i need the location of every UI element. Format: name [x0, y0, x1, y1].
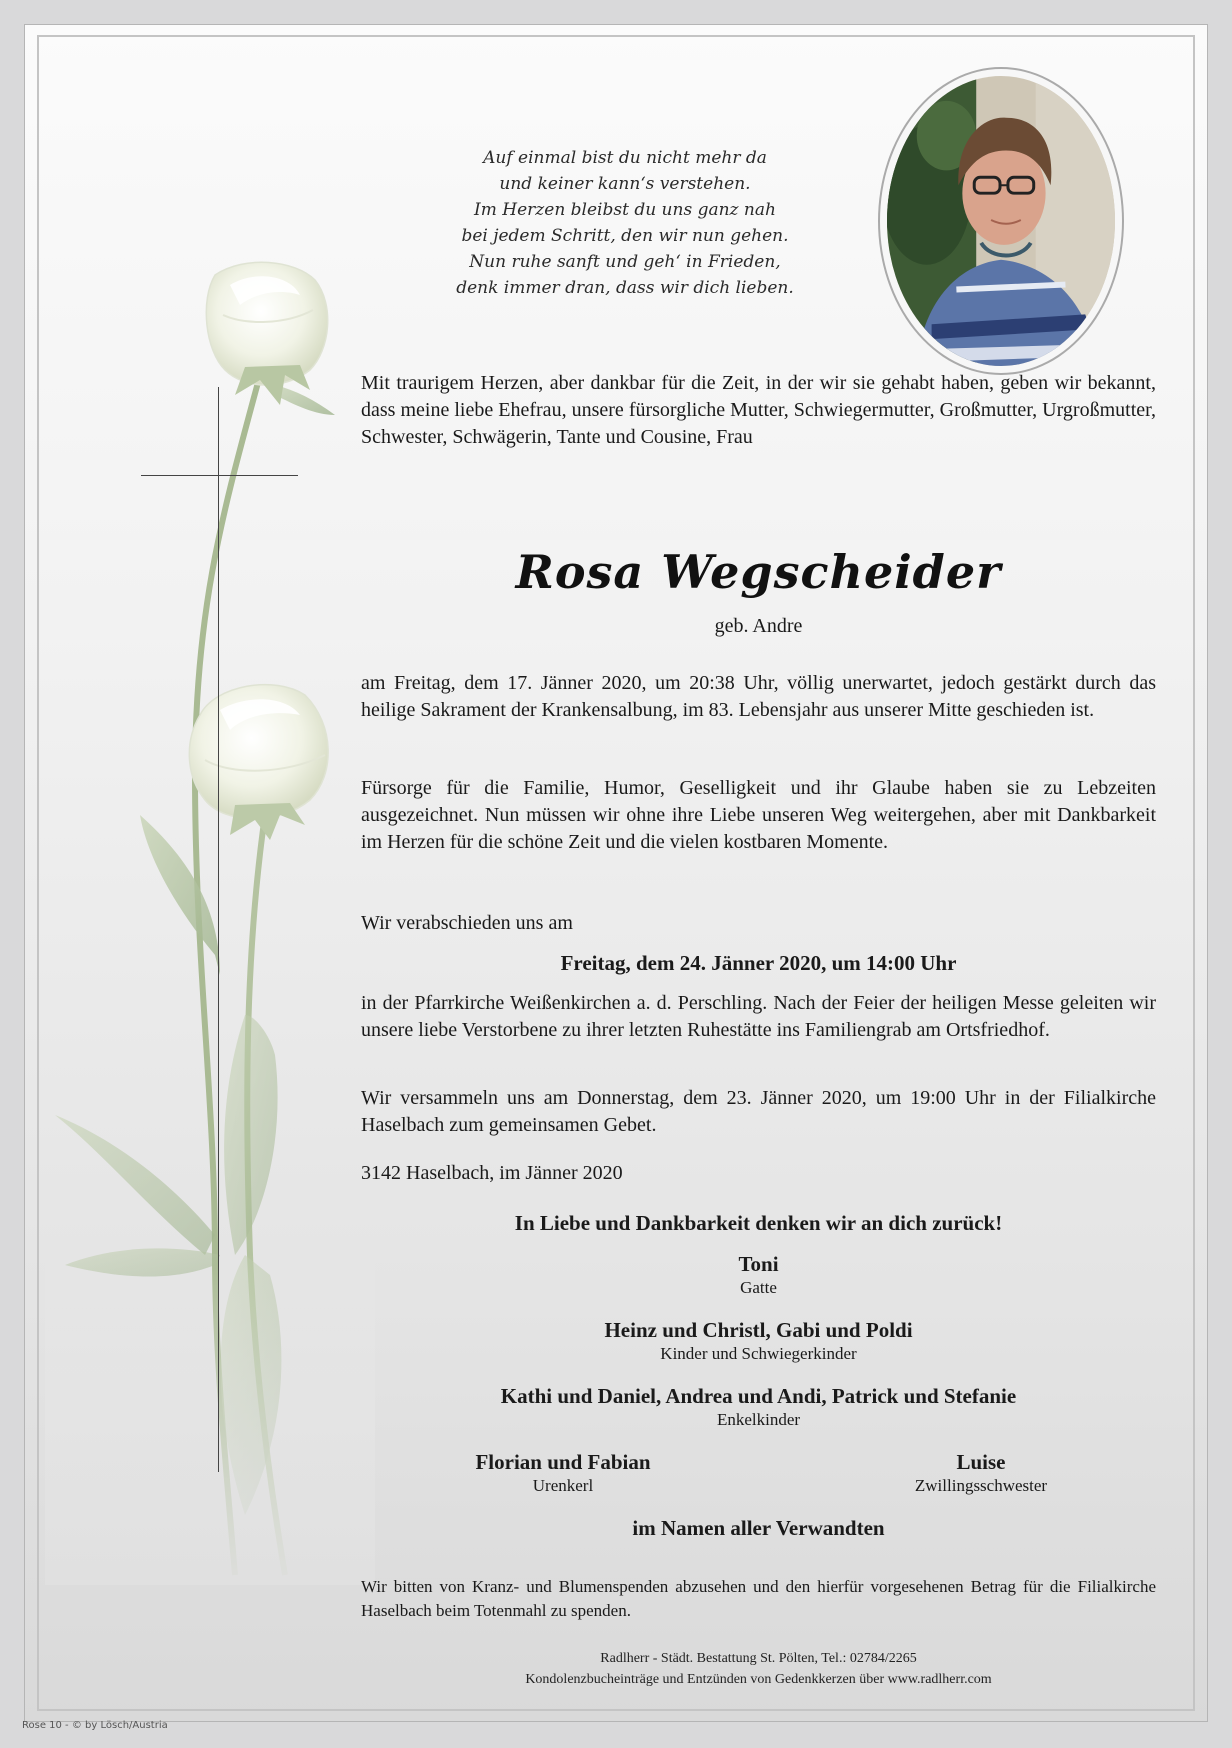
- closing-line: In Liebe und Dankbarkeit denken wir an dich zurück!: [514, 1211, 1003, 1235]
- prayer-notice: Wir versammeln uns am Donnerstag, dem 23. Jänner 2020, um 19:00 Uhr in der Filialkirche Haselbach zum gemeinsamen Gebet.: [361, 1087, 1156, 1136]
- funeral-date: Freitag, dem 24. Jänner 2020, um 14:00 Uhr: [560, 951, 957, 975]
- mourner-entry: [361, 1251, 1156, 1299]
- memorial-poem: [425, 145, 825, 301]
- farewell-intro: Wir verabschieden uns am: [361, 912, 573, 934]
- poem-line: bei jedem Schritt, den wir nun gehen.: [461, 226, 789, 246]
- portrait-photo: [878, 67, 1124, 375]
- obituary-sheet: [24, 24, 1208, 1722]
- cross-vertical-line: [218, 387, 219, 1472]
- funeral-details: in der Pfarrkirche Weißenkirchen a. d. Perschling. Nach der Feier der heiligen Messe geleiten wir unsere liebe Verstorbene zu ihrer letzten Ruhestätte ins Familiengrab am Ortsfriedhof.: [361, 992, 1156, 1041]
- deceased-name: Rosa Wegscheider: [515, 545, 1002, 599]
- mourner-role: Kinder und Schwiegerkinder: [660, 1344, 857, 1363]
- maiden-name: geb. Andre: [714, 615, 803, 637]
- mourner-name: Luise: [956, 1450, 1006, 1474]
- mourner-name: Heinz und Christl, Gabi und Poldi: [604, 1318, 913, 1342]
- poem-line: denk immer dran, dass wir dich lieben.: [456, 278, 794, 298]
- tribute-text: Fürsorge für die Familie, Humor, Geselligkeit und ihr Glaube haben sie zu Lebzeiten ausgezeichnet. Nun müssen wir ohne ihre Liebe unseren Weg weitergehen, aber mit Dankbarkeit im Herzen für die schöne Zeit und die vielen kostbaren Momente.: [361, 777, 1156, 853]
- poem-line: Nun ruhe sanft und geh‘ in Frieden,: [469, 252, 781, 272]
- mourner-name: Florian und Fabian: [475, 1450, 651, 1474]
- footer-condolence-link: Kondolenzbucheinträge und Entzünden von Gedenkkerzen über www.radlherr.com: [525, 1672, 992, 1687]
- mourner-entry: [831, 1449, 1131, 1497]
- death-notice-text: am Freitag, dem 17. Jänner 2020, um 20:38 Uhr, völlig unerwartet, jedoch gestärkt durch das heilige Sakrament der Krankensalbung, im 83. Lebensjahr aus unserer Mitte geschieden ist.: [361, 672, 1156, 721]
- poem-line: und keiner kann‘s verstehen.: [499, 174, 751, 194]
- mourner-role: Enkelkinder: [716, 1410, 801, 1429]
- copyright-note: Rose 10 - © by Lösch/Austria: [22, 1720, 168, 1731]
- cross-horizontal-line: [141, 475, 298, 476]
- intro-text: Mit traurigem Herzen, aber dankbar für die Zeit, in der wir sie gehabt haben, geben wir bekannt, dass meine liebe Ehefrau, unsere fürsorgliche Mutter, Schwiegermutter, Großmutter, Urgroßmutter, Schwester, Schwägerin, Tante und Cousine, Frau: [361, 372, 1156, 448]
- mourner-entry: [413, 1449, 713, 1497]
- poem-line: Auf einmal bist du nicht mehr da: [483, 148, 767, 168]
- poem-line: Im Herzen bleibst du uns ganz nah: [474, 200, 776, 220]
- white-rose-illustration: [45, 255, 375, 1585]
- place-date: 3142 Haselbach, im Jänner 2020: [361, 1162, 623, 1184]
- mourner-role: Urenkerl: [532, 1476, 594, 1495]
- mourner-entry: [361, 1317, 1156, 1365]
- mourner-name: Kathi und Daniel, Andrea und Andi, Patrick und Stefanie: [500, 1384, 1017, 1408]
- footer: [361, 1648, 1156, 1690]
- mourner-entry: [361, 1383, 1156, 1431]
- relatives-line: im Namen aller Verwandten: [632, 1516, 885, 1540]
- mourner-role: Zwillingsschwester: [914, 1476, 1048, 1495]
- mourner-role: Gatte: [740, 1278, 777, 1297]
- donation-note: Wir bitten von Kranz- und Blumenspenden abzusehen und den hierfür vorgesehenen Betrag für die Filialkirche Haselbach beim Totenmahl zu spenden.: [361, 1577, 1156, 1620]
- mourner-name: Toni: [738, 1252, 779, 1276]
- footer-funeral-home: Radlherr - Städt. Bestattung St. Pölten, Tel.: 02784/2265: [600, 1651, 917, 1666]
